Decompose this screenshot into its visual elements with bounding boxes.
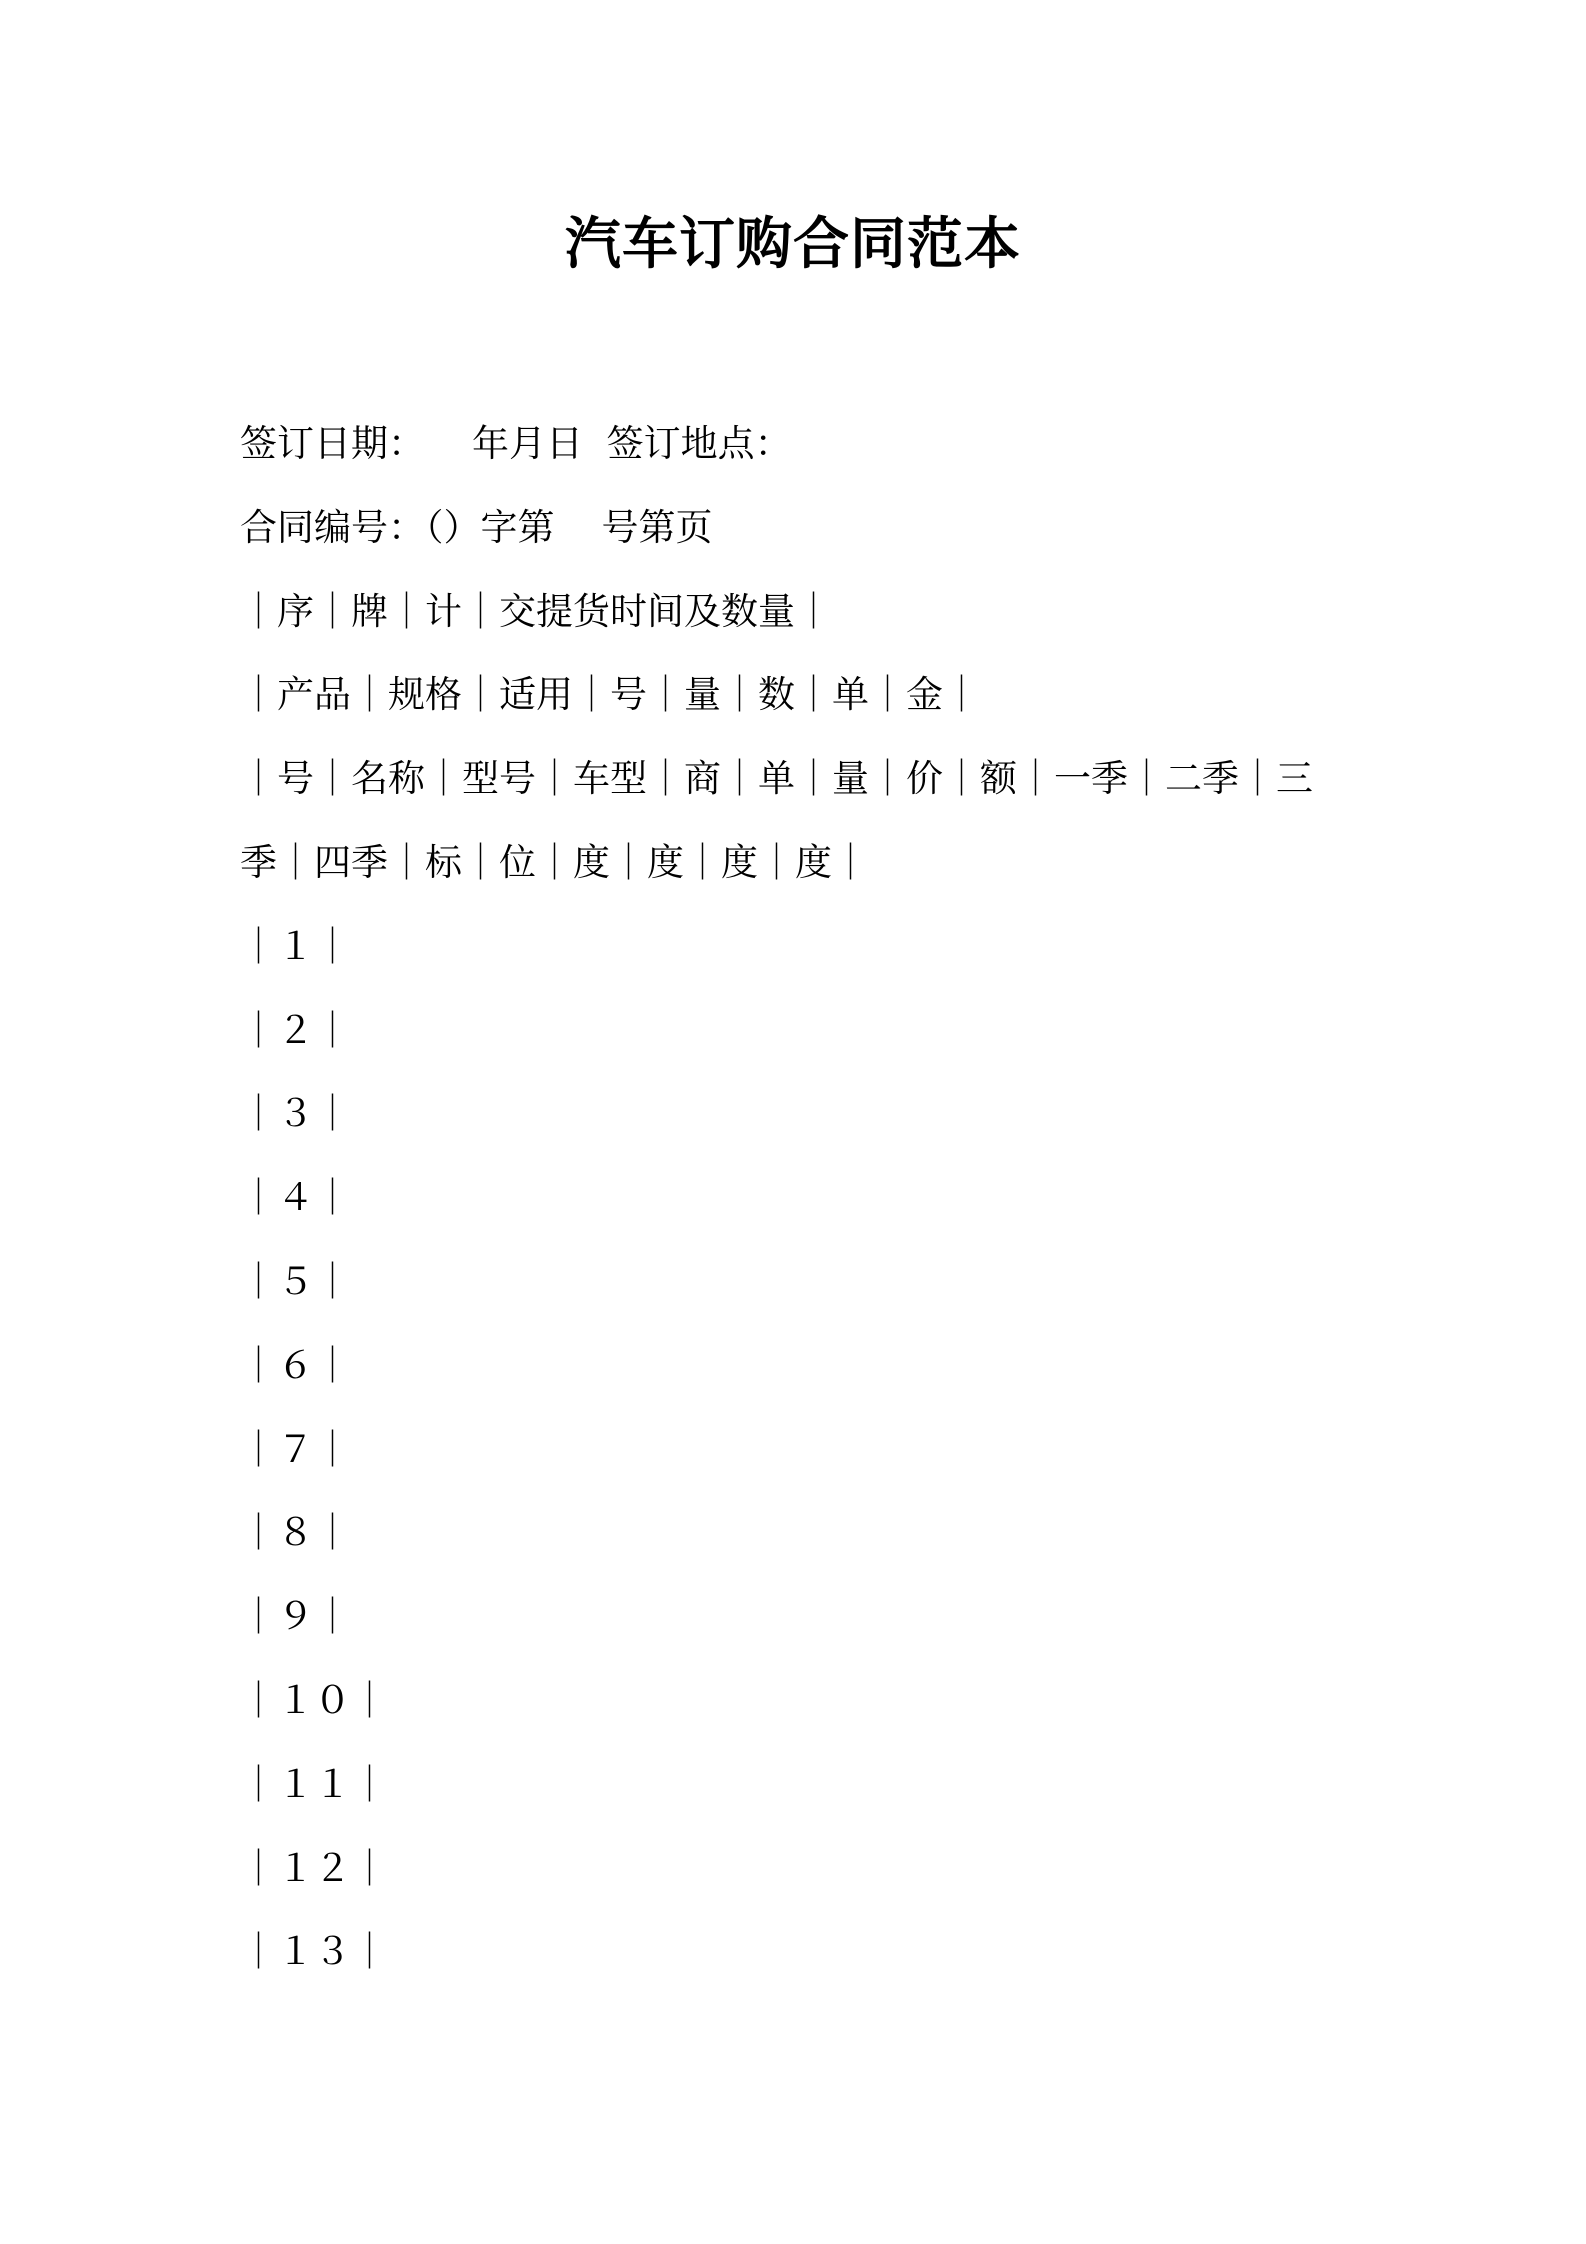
table-row: ｜７｜ [240, 1427, 351, 1471]
table-row: ｜３｜ [240, 1092, 351, 1136]
document-title: 汽车订购合同范本 [565, 212, 1021, 277]
table-row: ｜６｜ [240, 1343, 351, 1387]
table-row: ｜４｜ [240, 1176, 351, 1220]
signing-info-line: 签订日期： 年月日 签订地点： [240, 422, 792, 465]
table-header-line: ｜号｜名称｜型号｜车型｜商｜单｜量｜价｜额｜一季｜二季｜三 [240, 757, 1313, 801]
table-row: ｜１１｜ [240, 1762, 388, 1806]
table-row: ｜５｜ [240, 1259, 351, 1303]
table-row: ｜９｜ [240, 1595, 351, 1639]
table-header-line: ｜产品｜规格｜适用｜号｜量｜数｜单｜金｜ [240, 673, 980, 717]
table-row: ｜１０｜ [240, 1678, 388, 1722]
table-row: ｜１｜ [240, 924, 351, 968]
table-row: ｜１２｜ [240, 1846, 388, 1890]
document-body [240, 402, 1370, 1994]
table-header-line: 季｜四季｜标｜位｜度｜度｜度｜度｜ [240, 840, 869, 884]
table-row: ｜１３｜ [240, 1930, 388, 1974]
table-header-line: ｜序｜牌｜计｜交提货时间及数量｜ [240, 589, 832, 633]
table-row: ｜２｜ [240, 1008, 351, 1052]
table-row: ｜８｜ [240, 1511, 351, 1555]
contract-number-line: 合同编号：（）字第 号第页 [240, 505, 713, 549]
